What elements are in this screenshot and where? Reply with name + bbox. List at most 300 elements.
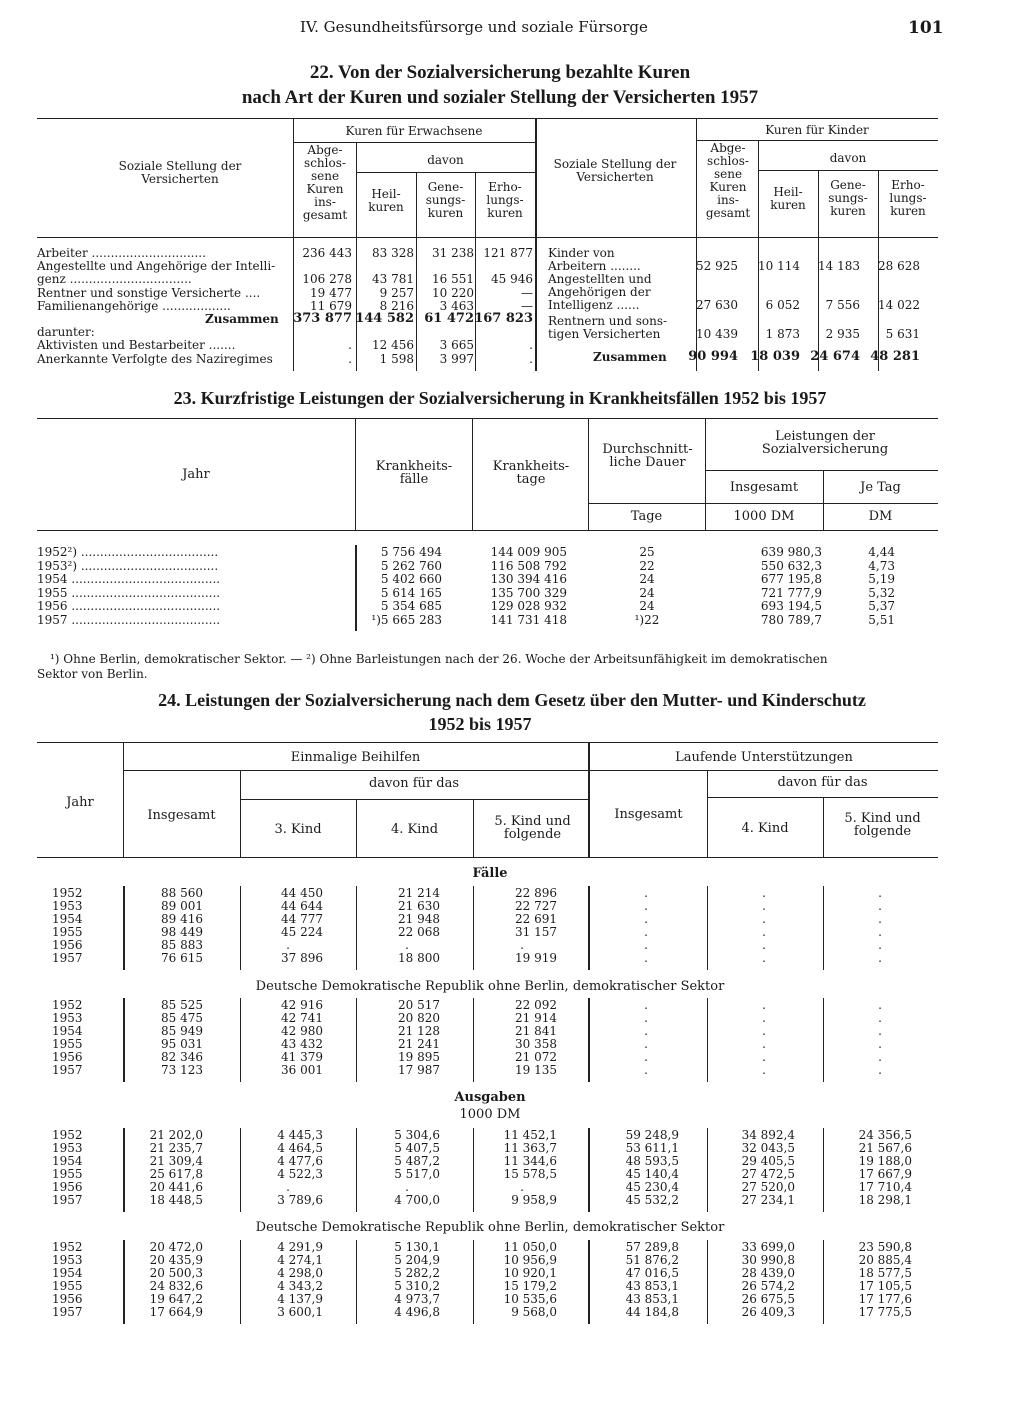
- t22-col-abg-left: Abge- schlos- sene Kuren ins- gesamt: [302, 143, 348, 222]
- t22-title-1: 22. Von der Sozialversicherung bezahlte Kuren: [309, 62, 691, 83]
- t24-cell: 36 001: [281, 1062, 323, 1077]
- t24-cell: 26 675,5: [741, 1291, 795, 1306]
- t24-cell: 19 647,2: [149, 1291, 203, 1306]
- t22-left-cell: 106 278: [302, 272, 352, 287]
- t24-row-jahr: 1955: [52, 924, 83, 939]
- t24-row: [37, 1011, 937, 1025]
- t24-cell: 5 407,5: [394, 1140, 440, 1155]
- t24-cell: 59 248,9: [625, 1128, 679, 1142]
- t24-cell: 10 920,1: [503, 1265, 557, 1280]
- t22-right-row: [548, 314, 940, 328]
- t24-col-jahr: Jahr: [66, 795, 94, 810]
- t24-cell: 21 128: [398, 1023, 440, 1038]
- t22-right-cell: 52 925: [696, 259, 738, 273]
- t24-cell: 5 310,2: [394, 1278, 440, 1293]
- t24-cell: .: [878, 1010, 882, 1025]
- t22-left-row-label: Aktivisten und Bestarbeiter .......: [37, 338, 236, 353]
- t24-cell: .: [405, 1179, 409, 1194]
- t22-left-row: [37, 286, 537, 300]
- t24-section-ddr-2: Deutsche Demokratische Republik ohne Berlin, demokratischer Sektor: [255, 1220, 725, 1235]
- t24-cell: .: [644, 950, 648, 965]
- t24-cell: 19 188,0: [858, 1153, 912, 1168]
- t22-right-cell: 2 935: [825, 327, 860, 341]
- t24-cell: 17 987: [398, 1062, 440, 1077]
- t24-cell: .: [644, 886, 648, 900]
- t24-title-2: 1952 bis 1957: [428, 714, 532, 734]
- t23-row: [37, 586, 937, 600]
- t22-right-cell: 14 183: [818, 259, 860, 273]
- t23-col-tage: Krankheits- tage: [492, 459, 570, 487]
- t24-row-jahr: 1956: [52, 1049, 83, 1064]
- t24-cell: 4 522,3: [277, 1166, 323, 1181]
- t24-cell: 19 135: [515, 1062, 557, 1077]
- t22-left-row-label: Familienangehörige ..................: [37, 298, 231, 313]
- t24-cell: 4 464,5: [277, 1140, 323, 1155]
- t24-cell: 4 445,3: [277, 1128, 323, 1142]
- t22-left-cell: 19 477: [310, 285, 352, 300]
- t24-row: [37, 1253, 937, 1267]
- t22-left-cell: 167 823: [474, 311, 533, 326]
- t22-left-cell: 1 598: [379, 351, 414, 366]
- t24-title-1: 24. Leistungen der Sozialversicherung nach dem Gesetz über den Mutter- und Kinderschutz: [158, 690, 866, 710]
- t24-row: [37, 1141, 937, 1155]
- t23-cell: 116 508 792: [490, 558, 567, 573]
- t24-cell: 41 379: [281, 1049, 323, 1064]
- t24-cell: 29 405,5: [741, 1153, 795, 1168]
- t22-col-abg-right: Abge- schlos- sene Kuren ins- gesamt: [705, 141, 751, 220]
- t22-left-cell: 31 238: [432, 246, 474, 260]
- t23-row: [37, 559, 937, 573]
- t24-cell: 18 800: [398, 950, 440, 965]
- t23-col-jetag: Je Tag: [860, 480, 901, 495]
- t23-cell: 24: [639, 599, 655, 613]
- t24-row-jahr: 1955: [52, 1166, 83, 1181]
- t22-left-cell: 83 328: [372, 246, 414, 260]
- t24-cell: .: [762, 924, 766, 939]
- t24-cell: .: [878, 950, 882, 965]
- t24-cell: .: [644, 1010, 648, 1025]
- t24-cell: 22 727: [515, 898, 557, 913]
- t24-cell: 73 123: [161, 1062, 203, 1077]
- t24-row: [37, 1292, 937, 1306]
- t24-cell: .: [762, 998, 766, 1012]
- t24-cell: 42 980: [281, 1023, 323, 1038]
- t24-cell: 21 072: [515, 1049, 557, 1064]
- t23-cell: 5,19: [868, 572, 895, 586]
- t23-cell: 693 194,5: [760, 599, 822, 613]
- t22-right-cell: 18 039: [750, 349, 800, 364]
- t22-title-2: nach Art der Kuren und sozialer Stellung der Versicherten 1957: [241, 87, 759, 108]
- t23-cell: 24: [639, 572, 655, 586]
- t22-left-cell: 236 443: [302, 246, 352, 260]
- t24-cell: 21 235,7: [149, 1140, 203, 1155]
- t23-cell: 5,32: [868, 585, 895, 600]
- t23-cell: 129 028 932: [490, 599, 567, 613]
- t24-cell: .: [878, 1036, 882, 1051]
- t22-col-kinder: Kuren für Kinder: [765, 123, 869, 137]
- t22-right-cell: 90 994: [688, 349, 738, 364]
- t22-left-cell: 373 877: [293, 311, 352, 326]
- t24-cell: 5 204,9: [394, 1252, 440, 1267]
- t24-cell: .: [644, 911, 648, 926]
- t24-row: [37, 1240, 937, 1254]
- t24-cell: .: [762, 937, 766, 952]
- t24-cell: .: [878, 1023, 882, 1038]
- t24-cell: 95 031: [161, 1036, 203, 1051]
- t24-cell: 21 309,4: [149, 1153, 203, 1168]
- t22-right-row: [548, 272, 940, 286]
- t24-cell: 18 298,1: [858, 1192, 912, 1207]
- t22-right-row-label: Angestellten und: [548, 272, 652, 286]
- t24-row-jahr: 1952: [52, 1240, 83, 1254]
- t24-cell: 5 517,0: [394, 1166, 440, 1181]
- t24-row: [37, 912, 937, 926]
- t24-row-jahr: 1954: [52, 911, 83, 926]
- t24-row-jahr: 1952: [52, 886, 83, 900]
- t22-left-row: [37, 325, 537, 339]
- t24-cell: 15 179,2: [503, 1278, 557, 1293]
- t23-cell: 130 394 416: [490, 572, 567, 586]
- t24-section-faelle: Fälle: [472, 866, 508, 881]
- t24-cell: 20 517: [398, 998, 440, 1012]
- t24-cell: .: [644, 1062, 648, 1077]
- t24-cell: 17 710,4: [858, 1179, 912, 1194]
- t24-cell: 21 202,0: [149, 1128, 203, 1142]
- t23-col-jahr: Jahr: [182, 467, 210, 482]
- t22-left-row-label: Rentner und sonstige Versicherte ....: [37, 285, 261, 300]
- t24-row: [37, 998, 937, 1012]
- t24-col-laufend: Laufende Unterstützungen: [675, 750, 853, 765]
- t22-right-cell: 1 873: [765, 327, 800, 341]
- t24-cell: 5 304,6: [394, 1128, 440, 1142]
- t24-cell: 24 356,5: [858, 1128, 912, 1142]
- t24-cell: 21 567,6: [858, 1140, 912, 1155]
- t24-cell: 33 699,0: [741, 1240, 795, 1254]
- t22-right-row: [548, 298, 940, 312]
- t24-cell: 45 224: [281, 924, 323, 939]
- t23-row: [37, 599, 937, 613]
- t23-col-dauer: Durchschnitt- liche Dauer: [602, 442, 693, 470]
- t24-cell: .: [762, 1049, 766, 1064]
- t23-cell: 135 700 329: [490, 585, 567, 600]
- t24-cell: 53 611,1: [625, 1140, 679, 1155]
- t22-col-davon-right: davon: [829, 151, 867, 165]
- t24-cell: 98 449: [161, 924, 203, 939]
- t23-cell: 25: [639, 545, 655, 559]
- t24-cell: 20 441,6: [149, 1179, 203, 1194]
- t22-left-row-label: Arbeiter ..............................: [37, 246, 206, 260]
- t24-cell: 3 789,6: [277, 1192, 323, 1207]
- t24-row: [37, 1180, 937, 1194]
- t24-cell: 23 590,8: [858, 1240, 912, 1254]
- t24-cell: 88 560: [161, 886, 203, 900]
- t24-row-jahr: 1952: [52, 1128, 83, 1142]
- t24-row-jahr: 1953: [52, 1010, 83, 1025]
- t24-cell: 27 520,0: [741, 1179, 795, 1194]
- t24-cell: .: [762, 1036, 766, 1051]
- t22-right-cell: 28 628: [878, 259, 920, 273]
- t24-cell: .: [762, 911, 766, 926]
- t24-cell: 5 282,2: [394, 1265, 440, 1280]
- t24-cell: 42 741: [281, 1010, 323, 1025]
- t22-right-row-label: Kinder von: [548, 246, 615, 260]
- t24-cell: 4 137,9: [277, 1291, 323, 1306]
- t24-cell: 22 092: [515, 998, 557, 1012]
- t22-right-cell: 27 630: [696, 298, 738, 312]
- t24-row: [37, 1193, 937, 1207]
- t24-row: [37, 951, 937, 965]
- t24-row-jahr: 1952: [52, 998, 83, 1012]
- t24-row: [37, 1037, 937, 1051]
- t22-col-heil-right: Heil- kuren: [770, 185, 806, 212]
- t23-cell: 5 756 494: [380, 545, 442, 559]
- t24-cell: .: [286, 937, 290, 952]
- t22-right-cell: 14 022: [878, 298, 920, 312]
- t24-section-ausgaben: Ausgaben: [454, 1090, 526, 1105]
- t23-cell: ¹)22: [634, 612, 660, 627]
- t23-col-insgesamt: Insgesamt: [729, 480, 799, 495]
- t22-right-row: [548, 350, 940, 364]
- t24-cell: 21 841: [515, 1023, 557, 1038]
- t24-cell: 27 234,1: [741, 1192, 795, 1207]
- t24-cell: 21 630: [398, 898, 440, 913]
- t24-row-jahr: 1954: [52, 1023, 83, 1038]
- t24-cell: 25 617,8: [149, 1166, 203, 1181]
- t24-cell: .: [644, 998, 648, 1012]
- t24-row-jahr: 1953: [52, 1140, 83, 1155]
- t22-left-row: [37, 246, 537, 260]
- t22-right-cell: 48 281: [870, 349, 920, 364]
- t24-cell: 11 452,1: [503, 1128, 557, 1142]
- t22-left-cell: 16 551: [432, 272, 474, 287]
- t24-cell: .: [878, 911, 882, 926]
- t23-cell: 4,73: [868, 558, 895, 573]
- t24-cell: .: [644, 924, 648, 939]
- t24-row-jahr: 1954: [52, 1265, 83, 1280]
- page-number: 101: [908, 18, 944, 38]
- t22-left-row: [37, 352, 537, 366]
- t24-cell: 18 448,5: [149, 1192, 203, 1207]
- t24-row: [37, 1279, 937, 1293]
- t24-cell: .: [878, 937, 882, 952]
- t24-cell: 26 409,3: [741, 1304, 795, 1319]
- t24-row: [37, 1063, 937, 1077]
- t22-left-cell: 45 946: [491, 272, 533, 287]
- t24-cell: 27 472,5: [741, 1166, 795, 1181]
- t24-cell: 9 568,0: [511, 1304, 557, 1319]
- t23-row: [37, 572, 937, 586]
- t24-row-jahr: 1953: [52, 898, 83, 913]
- t22-right-row-label: tigen Versicherten: [548, 327, 661, 341]
- t23-row: [37, 545, 937, 559]
- t24-cell: 85 949: [161, 1023, 203, 1038]
- t24-cell: 30 990,8: [741, 1252, 795, 1267]
- t24-cell: 17 664,9: [149, 1304, 203, 1319]
- t24-cell: 17 105,5: [858, 1278, 912, 1293]
- t23-cell: 22: [639, 558, 655, 573]
- t22-left-cell: 144 582: [355, 311, 414, 326]
- t22-col-erwachsene: Kuren für Erwachsene: [345, 124, 483, 138]
- t24-cell: .: [878, 1062, 882, 1077]
- t24-row-jahr: 1957: [52, 1304, 83, 1319]
- t22-right-row: [548, 246, 940, 260]
- t24-row: [37, 886, 937, 900]
- t24-col-einmalig: Einmalige Beihilfen: [290, 750, 421, 765]
- t22-left-row-label: genz ................................: [37, 272, 192, 287]
- t24-cell: 11 363,7: [503, 1140, 557, 1155]
- t22-right-cell: 6 052: [765, 298, 800, 312]
- t23-footnote-2: Sektor von Berlin.: [37, 667, 148, 681]
- t24-cell: 17 177,6: [858, 1291, 912, 1306]
- t22-right-row: [548, 285, 940, 299]
- t23-unit-tage: Tage: [630, 509, 663, 524]
- t24-cell: 20 435,9: [149, 1252, 203, 1267]
- t24-cell: 5 487,2: [394, 1153, 440, 1168]
- t24-cell: 43 853,1: [625, 1291, 679, 1306]
- t24-row-jahr: 1956: [52, 1291, 83, 1306]
- t24-row: [37, 899, 937, 913]
- t22-left-row-label: Angestellte und Angehörige der Intelli-: [37, 259, 276, 274]
- t24-cell: 85 525: [161, 998, 203, 1012]
- t24-cell: 89 416: [161, 911, 203, 926]
- t23-cell: 550 632,3: [760, 558, 822, 573]
- t24-cell: 4 298,0: [277, 1265, 323, 1280]
- t24-cell: 10 535,6: [503, 1291, 557, 1306]
- t24-row-jahr: 1955: [52, 1036, 83, 1051]
- t22-left-row-label: darunter:: [37, 325, 95, 340]
- t23-col-faelle: Krankheits- fälle: [375, 459, 453, 487]
- t24-cell: 11 344,6: [503, 1153, 557, 1168]
- t24-cell: 5 130,1: [394, 1240, 440, 1254]
- t24-cell: 20 820: [398, 1010, 440, 1025]
- t24-row-jahr: 1956: [52, 1179, 83, 1194]
- t24-section-unit: 1000 DM: [459, 1107, 521, 1122]
- t24-row-jahr: 1955: [52, 1278, 83, 1293]
- t22-right-cell: 7 556: [825, 298, 860, 312]
- t24-cell: 30 358: [515, 1036, 557, 1051]
- t24-cell: 76 615: [161, 950, 203, 965]
- t24-col-k4-right: 4. Kind: [741, 821, 789, 836]
- t22-right-cell: 10 114: [758, 259, 800, 273]
- t23-cell: 141 731 418: [490, 612, 567, 627]
- t23-cell: 144 009 905: [490, 545, 567, 559]
- t22-left-cell: 3 665: [439, 338, 474, 353]
- t24-cell: 3 600,1: [277, 1304, 323, 1319]
- t24-cell: 15 578,5: [503, 1166, 557, 1181]
- t22-left-cell: 3 463: [439, 298, 474, 313]
- t23-row-jahr: 1957 .......................................: [37, 612, 221, 627]
- t24-cell: 82 346: [161, 1049, 203, 1064]
- t22-right-row-label: Rentnern und sons-: [548, 314, 668, 328]
- t24-cell: 44 644: [281, 898, 323, 913]
- t24-row-jahr: 1957: [52, 950, 83, 965]
- t22-left-cell: .: [529, 338, 533, 353]
- t22-right-cell: 10 439: [696, 327, 738, 341]
- t23-row-jahr: 1955 .......................................: [37, 585, 221, 600]
- t24-cell: .: [405, 937, 409, 952]
- t22-right-row: [548, 259, 940, 273]
- t22-left-cell: 12 456: [372, 338, 414, 353]
- t24-cell: 44 184,8: [625, 1304, 679, 1319]
- t24-section-ddr-1: Deutsche Demokratische Republik ohne Berlin, demokratischer Sektor: [255, 979, 725, 994]
- t24-cell: 18 577,5: [858, 1265, 912, 1280]
- t24-cell: .: [878, 886, 882, 900]
- t23-row: [37, 613, 937, 627]
- t22-left-cell: 8 216: [379, 298, 414, 313]
- t24-row-jahr: 1954: [52, 1153, 83, 1168]
- t24-cell: 45 140,4: [625, 1166, 679, 1181]
- t24-cell: 21 241: [398, 1036, 440, 1051]
- t24-cell: 19 895: [398, 1049, 440, 1064]
- t23-unit-dm: DM: [868, 509, 893, 524]
- t24-cell: 34 892,4: [741, 1128, 795, 1142]
- t23-col-leistungen: Leistungen der Sozialversicherung: [761, 429, 889, 457]
- t24-cell: 22 896: [515, 886, 557, 900]
- t22-right-row-label: Angehörigen der: [548, 285, 651, 299]
- t24-col-k4-left: 4. Kind: [390, 822, 439, 837]
- page-header: IV. Gesundheitsfürsorge und soziale Fürsorge: [300, 18, 648, 36]
- t23-cell: 677 195,8: [760, 572, 822, 586]
- t24-col-k5-left: 5. Kind und folgende: [494, 814, 571, 842]
- t24-cell: 85 475: [161, 1010, 203, 1025]
- t24-col-k3: 3. Kind: [274, 822, 322, 837]
- t24-cell: .: [762, 950, 766, 965]
- t23-cell: 721 777,9: [760, 585, 822, 600]
- t24-row: [37, 1128, 937, 1142]
- t22-right-cell: 5 631: [885, 327, 920, 341]
- t24-cell: 10 956,9: [503, 1252, 557, 1267]
- t24-cell: .: [878, 1049, 882, 1064]
- t22-left-row: [37, 312, 537, 326]
- t23-cell: 5 614 165: [380, 585, 442, 600]
- t23-title: 23. Kurzfristige Leistungen der Sozialversicherung in Krankheitsfällen 1952 bis 1957: [173, 388, 827, 408]
- t24-cell: .: [644, 1023, 648, 1038]
- t22-left-cell: 61 472: [424, 311, 474, 326]
- t24-cell: .: [762, 1062, 766, 1077]
- t24-cell: 37 896: [281, 950, 323, 965]
- t22-right-cell: 24 674: [810, 349, 860, 364]
- t24-cell: 22 068: [398, 924, 440, 939]
- t24-cell: 17 775,5: [858, 1304, 912, 1319]
- t24-cell: 45 532,2: [625, 1192, 679, 1207]
- t23-footnote-1: ¹) Ohne Berlin, demokratischer Sektor. — ²) Ohne Barleistungen nach der 26. Woche der Arbeitsunfähigkeit im demokratischen: [50, 652, 828, 666]
- t24-cell: 31 157: [515, 924, 557, 939]
- t24-cell: 9 958,9: [511, 1192, 557, 1207]
- t23-row-jahr: 1956 .......................................: [37, 599, 221, 613]
- t24-cell: 4 291,9: [277, 1240, 323, 1254]
- t23-cell: 24: [639, 585, 655, 600]
- t24-cell: .: [878, 898, 882, 913]
- t24-row-jahr: 1957: [52, 1192, 83, 1207]
- t24-cell: 20 500,3: [149, 1265, 203, 1280]
- t22-left-row: [37, 338, 537, 352]
- t22-left-cell: .: [348, 338, 352, 353]
- t23-unit-1000dm: 1000 DM: [733, 509, 795, 524]
- t24-cell: 4 700,0: [394, 1192, 440, 1207]
- t24-cell: 4 343,2: [277, 1278, 323, 1293]
- t24-row: [37, 1154, 937, 1168]
- t23-cell: 780 789,7: [760, 612, 822, 627]
- t24-cell: 32 043,5: [741, 1140, 795, 1155]
- t22-right-row-label: Intelligenz ......: [548, 298, 640, 312]
- t24-col-insgesamt-right: Insgesamt: [614, 807, 683, 822]
- t22-right-row-label: Arbeitern ........: [548, 259, 641, 273]
- t24-cell: 47 016,5: [625, 1265, 679, 1280]
- t24-cell: .: [520, 1179, 524, 1194]
- t22-left-cell: .: [529, 351, 533, 366]
- t22-left-row: [37, 272, 537, 286]
- t24-cell: .: [762, 1010, 766, 1025]
